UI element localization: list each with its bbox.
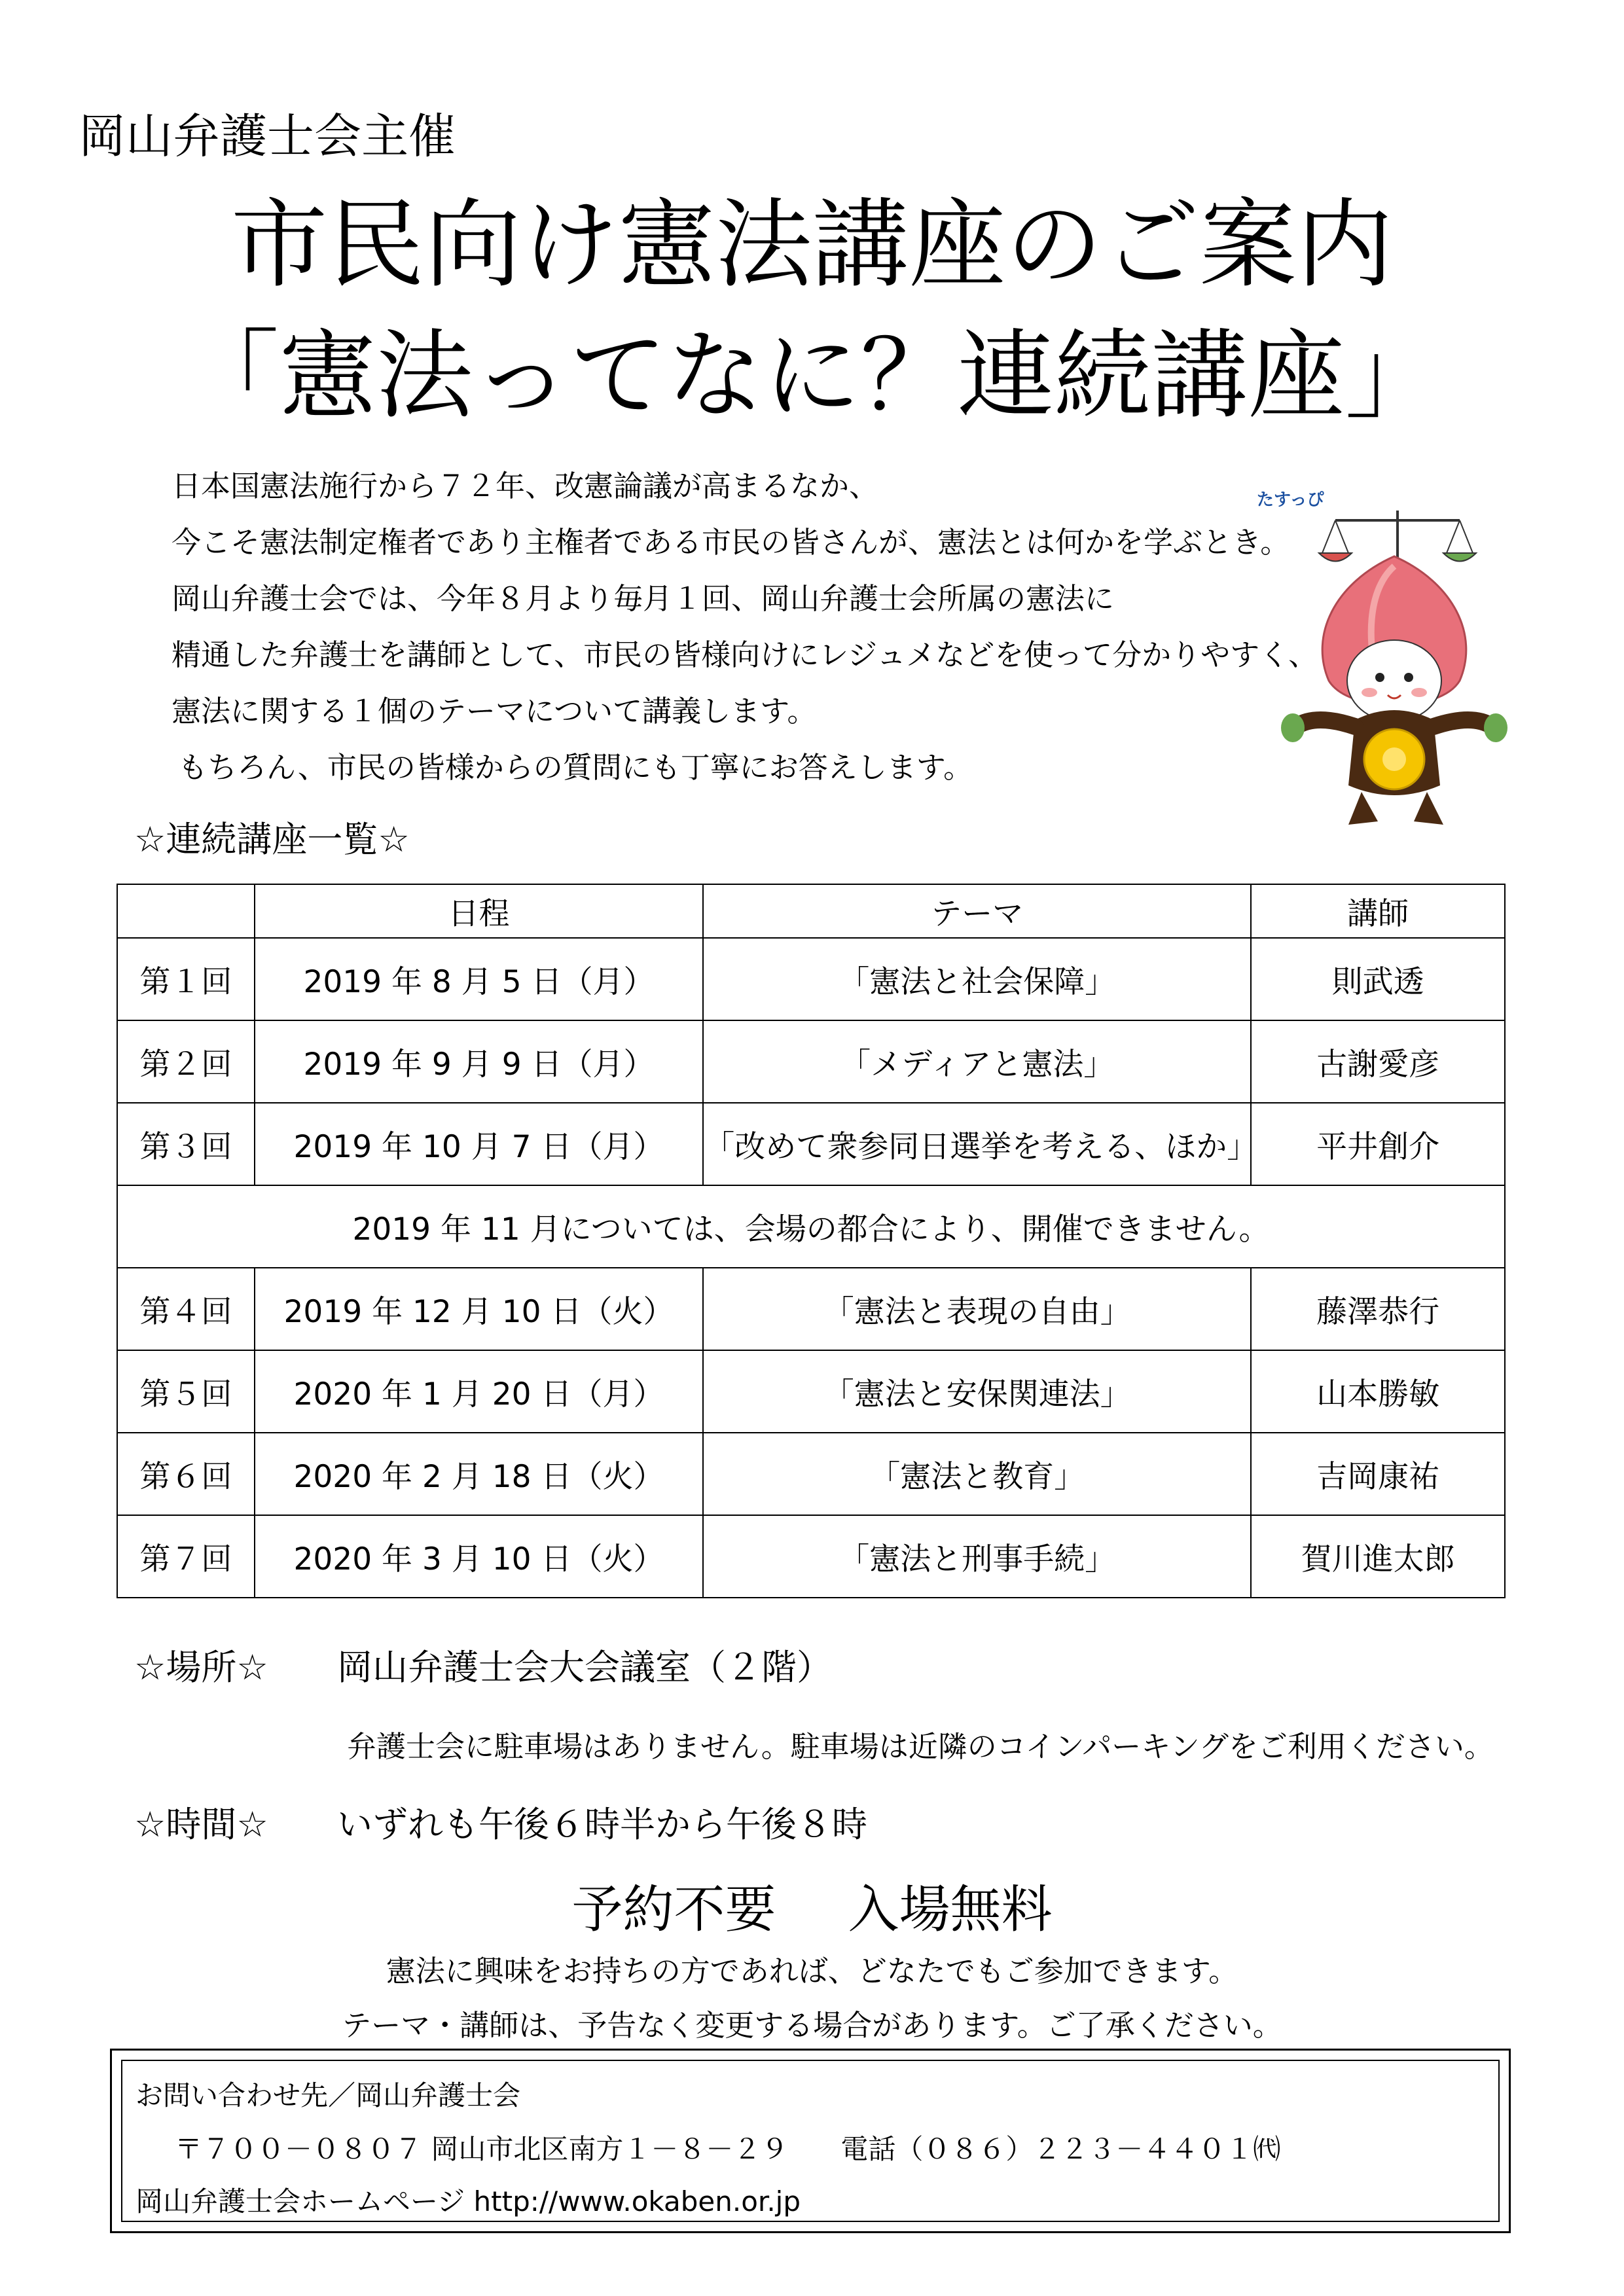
contact-box <box>110 2049 1511 2233</box>
session-date: 2020 年 1 月 20 日（月） <box>255 1350 703 1433</box>
session-date: 2019 年 9 月 9 日（月） <box>255 1020 703 1103</box>
page-subtitle: 「憲法ってなに？連続講座」 <box>182 319 1442 432</box>
schedule-heading: ☆連続講座一覧☆ <box>134 819 410 860</box>
intro-text <box>171 458 1318 796</box>
intro-line: 今こそ憲法制定権者であり主権者である市民の皆さんが、憲法とは何かを学ぶとき。 <box>171 525 1290 560</box>
session-lecturer: 古謝愛彦 <box>1251 1020 1505 1103</box>
time-label: ☆時間☆ <box>134 1804 268 1845</box>
column-header <box>117 884 255 938</box>
contact-address-line <box>175 2128 1280 2167</box>
session-theme: 「改めて衆参同日選挙を考える、ほか」 <box>703 1103 1251 1185</box>
session-lecturer: 賀川進太郎 <box>1251 1515 1505 1598</box>
session-lecturer: 吉岡康祐 <box>1251 1433 1505 1515</box>
column-header-date: 日程 <box>255 884 703 938</box>
session-lecturer: 藤澤恭行 <box>1251 1268 1505 1350</box>
column-header-theme: テーマ <box>703 884 1251 938</box>
contact-phone: 電話（０８６）２２３－４４０１㈹ <box>840 2133 1281 2165</box>
november-notice: 2019 年 11 月については、会場の都合により、開催できません。 <box>117 1185 1505 1268</box>
column-header-lecturer: 講師 <box>1251 884 1505 938</box>
session-theme: 「憲法と社会保障」 <box>703 938 1251 1020</box>
contact-box-inner <box>121 2060 1500 2222</box>
session-date: 2019 年 12 月 10 日（火） <box>255 1268 703 1350</box>
table-row <box>117 1268 1505 1350</box>
admission-fee-text: 入場無料 <box>848 1880 1053 1939</box>
intro-line: 日本国憲法施行から７２年、改憲論議が高まるなか、 <box>171 469 879 503</box>
session-number: 第４回 <box>117 1268 255 1350</box>
intro-line: もちろん、市民の皆様からの質問にも丁寧にお答えします。 <box>178 750 973 785</box>
scales-icon <box>1319 511 1476 563</box>
session-number: 第１回 <box>117 938 255 1020</box>
reservation-text: 予約不要 <box>571 1880 776 1939</box>
session-date: 2020 年 2 月 18 日（火） <box>255 1433 703 1515</box>
table-notice-row <box>117 1185 1505 1268</box>
organizer: 岡山弁護士会主催 <box>79 109 456 164</box>
contact-address: 〒７００－０８０７ 岡山市北区南方１－８－２９ <box>175 2133 789 2165</box>
session-date: 2019 年 10 月 7 日（月） <box>255 1103 703 1185</box>
parking-note: 弁護士会に駐車場はありません。駐車場は近隣のコインパーキングをご利用ください。 <box>347 1729 1494 1764</box>
session-number: 第２回 <box>117 1020 255 1103</box>
change-note: テーマ・講師は、予告なく変更する場合があります。ご了承ください。 <box>342 2008 1282 2043</box>
schedule-table <box>117 884 1506 1598</box>
session-number: 第６回 <box>117 1433 255 1515</box>
session-theme: 「メディアと憲法」 <box>703 1020 1251 1103</box>
session-theme: 「憲法と教育」 <box>703 1433 1251 1515</box>
venue-label: ☆場所☆ <box>134 1647 268 1688</box>
page-title: 市民向け憲法講座のご案内 <box>230 188 1394 301</box>
session-date: 2020 年 3 月 10 日（火） <box>255 1515 703 1598</box>
table-row <box>117 1515 1505 1598</box>
session-number: 第３回 <box>117 1103 255 1185</box>
intro-line: 岡山弁護士会では、今年８月より毎月１回、岡山弁護士会所属の憲法に <box>171 581 1115 616</box>
mascot-label: たすっぴ <box>1257 490 1324 510</box>
mascot-illustration <box>1257 484 1532 851</box>
table-row <box>117 938 1505 1020</box>
table-row <box>117 1103 1505 1185</box>
session-lecturer: 平井創介 <box>1251 1103 1505 1185</box>
table-row <box>117 1020 1505 1103</box>
venue-text: 岡山弁護士会大会議室（２階） <box>337 1647 832 1688</box>
admission-banner <box>0 1869 1624 1942</box>
peach-head-icon <box>1322 556 1466 721</box>
intro-line: 憲法に関する１個のテーマについて講義します。 <box>171 694 817 728</box>
participation-note: 憲法に興味をお持ちの方であれば、どなたでもご参加できます。 <box>386 1954 1238 1988</box>
contact-homepage[interactable]: 岡山弁護士会ホームページ http://www.okaben.or.jp <box>135 2185 801 2217</box>
intro-line: 精通した弁護士を講師として、市民の皆様向けにレジュメなどを使って分かりやすく、 <box>171 637 1318 672</box>
session-number: 第５回 <box>117 1350 255 1433</box>
session-lecturer: 山本勝敏 <box>1251 1350 1505 1433</box>
session-number: 第７回 <box>117 1515 255 1598</box>
session-theme: 「憲法と安保関連法」 <box>703 1350 1251 1433</box>
mascot-body <box>1281 710 1507 825</box>
time-text: いずれも午後６時半から午後８時 <box>337 1804 867 1845</box>
table-header-row <box>117 884 1505 938</box>
table-row <box>117 1350 1505 1433</box>
session-theme: 「憲法と表現の自由」 <box>703 1268 1251 1350</box>
table-row <box>117 1433 1505 1515</box>
session-theme: 「憲法と刑事手続」 <box>703 1515 1251 1598</box>
session-lecturer: 則武透 <box>1251 938 1505 1020</box>
contact-heading: お問い合わせ先／岡山弁護士会 <box>135 2079 521 2111</box>
session-date: 2019 年 8 月 5 日（月） <box>255 938 703 1020</box>
